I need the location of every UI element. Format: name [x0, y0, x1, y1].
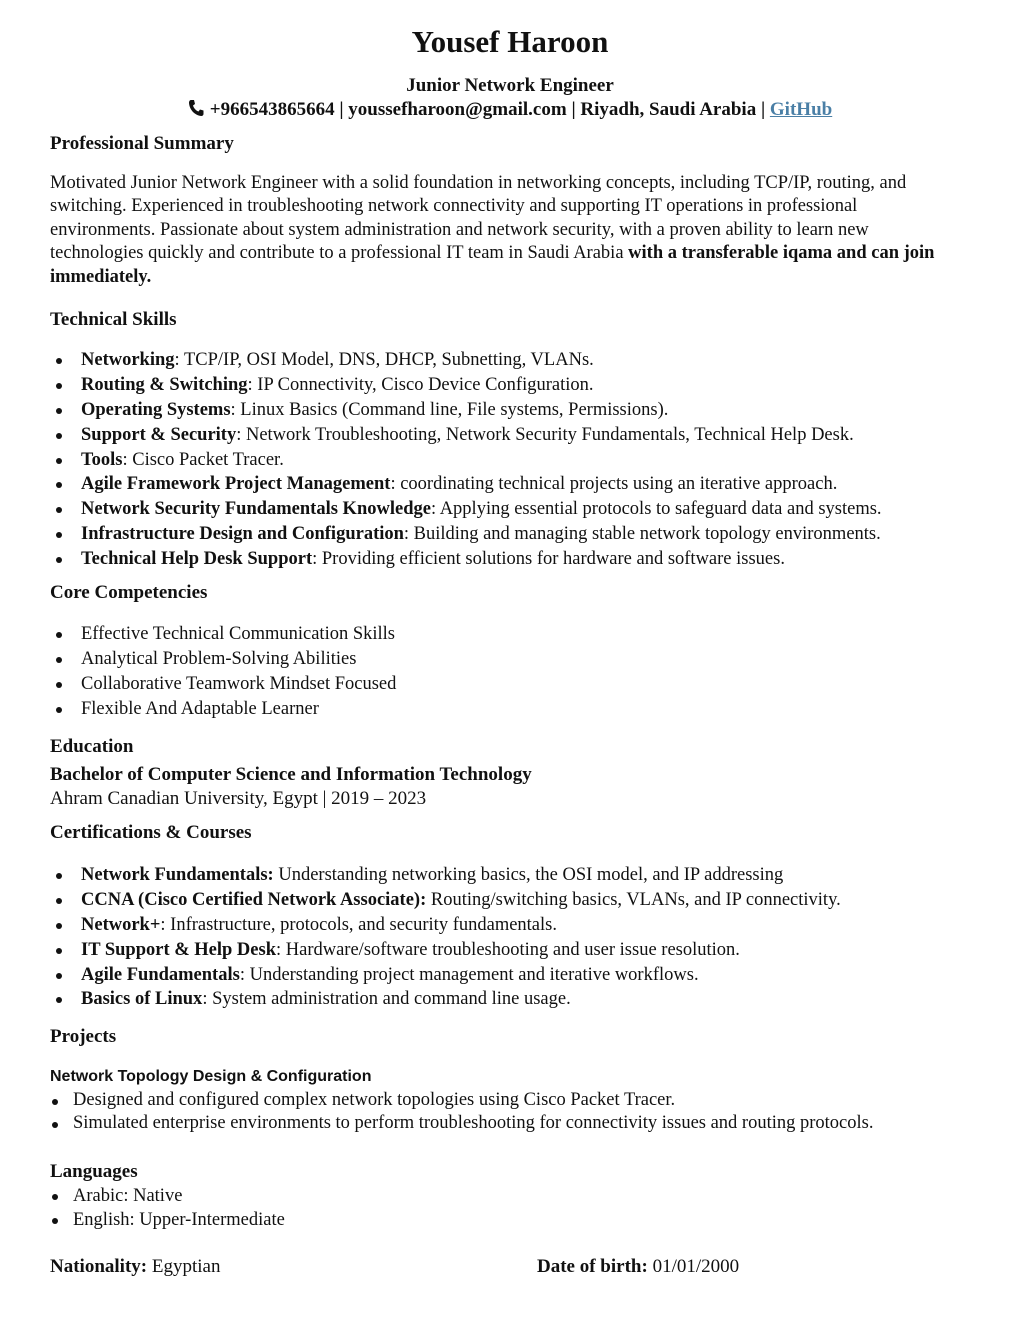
certifications-heading: Certifications & Courses	[50, 822, 252, 843]
list-item: Infrastructure Design and Configuration: Building and managing stable network topology environments.	[50, 522, 980, 547]
list-item: Basics of Linux: System administration and command line usage.	[50, 987, 980, 1012]
list-item: Collaborative Teamwork Mindset Focused	[50, 672, 980, 697]
github-link[interactable]: GitHub	[769, 99, 833, 120]
degree: Bachelor of Computer Science and Information Technology	[50, 764, 532, 785]
list-item: Technical Help Desk Support: Providing efficient solutions for hardware and software issues.	[50, 547, 980, 572]
list-item: English: Upper-Intermediate	[50, 1208, 980, 1232]
languages-list	[50, 1184, 980, 1232]
university: Ahram Canadian University, Egypt | 2019 – 2023	[50, 788, 427, 809]
date-of-birth	[537, 1255, 739, 1279]
location: Riyadh, Saudi Arabia	[580, 99, 757, 120]
list-item: Agile Fundamentals: Understanding project management and iterative workflows.	[50, 963, 980, 988]
contact-line	[50, 98, 970, 122]
summary-bold: with a transferable iqama and can join immediately.	[50, 243, 935, 287]
list-item: Support & Security: Network Troubleshooting, Network Security Fundamentals, Technical Help Desk.	[50, 423, 980, 448]
project-title: Network Topology Design & Configuration	[50, 1068, 372, 1085]
list-item: Simulated enterprise environments to perform troubleshooting for connectivity issues and routing protocols.	[50, 1112, 980, 1135]
summary-body: Motivated Junior Network Engineer with a solid foundation in networking concepts, including TCP/IP, routing, and switching. Experienced in troubleshooting network connectivity and supporting IT operations in professional environments. Passionate about system administration and network security, with a proven ability to learn new technologies quickly and contribute to a professional IT team in Saudi Arabia	[50, 173, 907, 264]
list-item: Tools: Cisco Packet Tracer.	[50, 448, 980, 473]
separator: |	[760, 99, 766, 120]
list-item: Networking: TCP/IP, OSI Model, DNS, DHCP, Subnetting, VLANs.	[50, 348, 980, 373]
list-item: Arabic: Native	[50, 1184, 980, 1208]
competencies-list	[50, 622, 980, 722]
separator: |	[339, 99, 344, 120]
projects-heading: Projects	[50, 1026, 117, 1047]
list-item: Flexible And Adaptable Learner	[50, 697, 980, 722]
list-item: Routing & Switching: IP Connectivity, Cisco Device Configuration.	[50, 373, 980, 398]
list-item: Analytical Problem-Solving Abilities	[50, 647, 980, 672]
skills-list	[50, 348, 980, 572]
education-heading: Education	[50, 736, 134, 757]
separator: |	[571, 99, 576, 120]
list-item: Network Fundamentals: Understanding networking basics, the OSI model, and IP addressing	[50, 863, 980, 888]
candidate-name: Yousef Haroon	[411, 24, 609, 59]
list-item: Network+: Infrastructure, protocols, and security fundamentals.	[50, 913, 980, 938]
nationality-value: Egyptian	[151, 1256, 221, 1277]
dob-label: Date of birth:	[537, 1256, 648, 1277]
project-list	[50, 1089, 980, 1135]
nationality-label: Nationality:	[50, 1256, 148, 1277]
nationality	[50, 1255, 220, 1279]
list-item: Agile Framework Project Management: coordinating technical projects using an iterative approach.	[50, 472, 980, 497]
list-item: Effective Technical Communication Skills	[50, 622, 980, 647]
list-item: Network Security Fundamentals Knowledge: Applying essential protocols to safeguard data and systems.	[50, 497, 980, 522]
list-item: IT Support & Help Desk: Hardware/software troubleshooting and user issue resolution.	[50, 938, 980, 963]
job-title: Junior Network Engineer	[406, 75, 614, 96]
list-item: Operating Systems: Linux Basics (Command line, File systems, Permissions).	[50, 398, 980, 423]
certifications-list	[50, 863, 980, 1012]
phone-icon	[188, 99, 204, 117]
list-item: Designed and configured complex network topologies using Cisco Packet Tracer.	[50, 1089, 980, 1112]
email[interactable]: youssefharoon@gmail.com	[348, 99, 567, 120]
dob-value: 01/01/2000	[652, 1256, 740, 1277]
summary-text	[50, 172, 965, 289]
phone-number: +966543865664	[209, 99, 335, 120]
summary-heading: Professional Summary	[50, 133, 234, 154]
competencies-heading: Core Competencies	[50, 582, 208, 603]
list-item: CCNA (Cisco Certified Network Associate): Routing/switching basics, VLANs, and IP connectivity.	[50, 888, 980, 913]
languages-heading: Languages	[50, 1161, 138, 1182]
skills-heading: Technical Skills	[50, 309, 177, 330]
